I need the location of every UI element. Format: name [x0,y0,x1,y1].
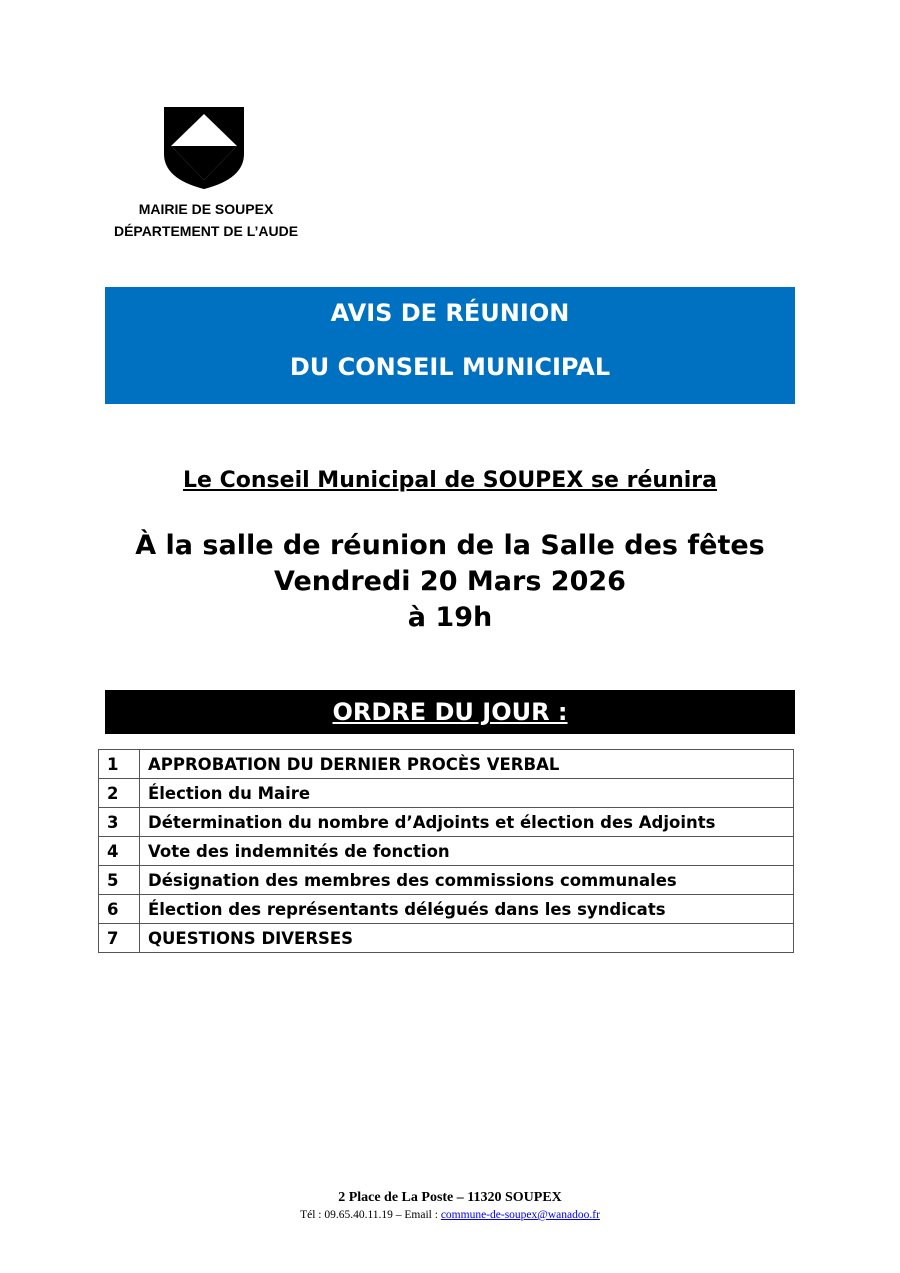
mairie-header [90,198,322,242]
agenda-item-number: 1 [99,750,140,779]
agenda-item-text: Détermination du nombre d’Adjoints et élection des Adjoints [140,808,794,837]
table-row [99,895,794,924]
agenda-item-number: 3 [99,808,140,837]
banner-line-1: AVIS DE RÉUNION [330,299,570,327]
footer-address: 2 Place de La Poste – 11320 SOUPEX [338,1190,562,1205]
agenda-item-number: 5 [99,866,140,895]
intro-text: Le Conseil Municipal de SOUPEX se réunira [183,468,717,493]
agenda-item-number: 7 [99,924,140,953]
departement-name: DÉPARTEMENT DE L’AUDE [113,223,299,239]
mairie-name: MAIRIE DE SOUPEX [138,201,274,217]
agenda-heading [105,690,795,734]
agenda-item-number: 2 [99,779,140,808]
footer-phone: Tél : 09.65.40.11.19 – Email : [300,1209,441,1221]
agenda-item-number: 4 [99,837,140,866]
agenda-item-text: Élection des représentants délégués dans les syndicats [140,895,794,924]
table-row [99,866,794,895]
coat-of-arms-icon [163,106,245,190]
venue-block [0,528,900,636]
table-row [99,924,794,953]
table-row [99,837,794,866]
table-row [99,808,794,837]
agenda-item-number: 6 [99,895,140,924]
footer-contact [0,1207,900,1223]
venue-date: Vendredi 20 Mars 2026 [274,566,626,597]
venue-time: à 19h [407,602,493,633]
agenda-item-text: QUESTIONS DIVERSES [140,924,794,953]
table-row [99,779,794,808]
agenda-item-text: Désignation des membres des commissions communales [140,866,794,895]
agenda-heading-text: ORDRE DU JOUR : [332,698,568,726]
venue-place: À la salle de réunion de la Salle des fêtes [135,530,765,561]
agenda-item-text: Vote des indemnités de fonction [140,837,794,866]
intro-heading [0,468,900,493]
agenda-table [98,749,794,953]
table-row [99,750,794,779]
banner-line-2: DU CONSEIL MUNICIPAL [289,353,611,381]
agenda-item-text: Élection du Maire [140,779,794,808]
email-link[interactable]: commune-de-soupex@wanadoo.fr [440,1209,600,1221]
page-footer [0,1189,900,1223]
agenda-item-text: APPROBATION DU DERNIER PROCÈS VERBAL [140,750,794,779]
title-banner [105,287,795,404]
